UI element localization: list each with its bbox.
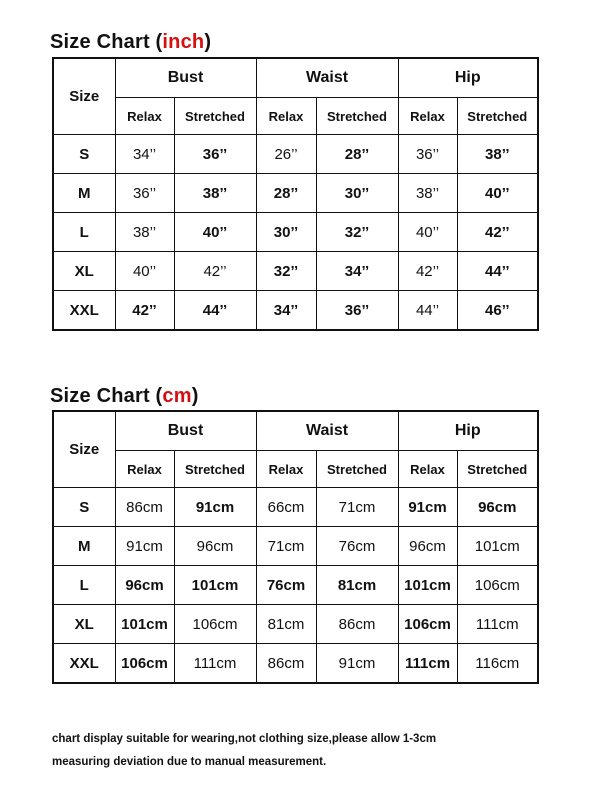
- measurement-cell: 76cm: [256, 566, 316, 605]
- measurement-cell: 38’’: [398, 174, 457, 213]
- measurement-cell: 30’’: [256, 213, 316, 252]
- measurement-cell: 44’’: [174, 291, 256, 331]
- cm-title-suffix: ): [191, 385, 199, 407]
- table-row: [53, 291, 538, 331]
- size-label: L: [53, 213, 115, 252]
- measurement-cell: 36’’: [115, 174, 174, 213]
- inch-sub-header: Stretched: [174, 98, 256, 135]
- measurement-cell: 101cm: [115, 605, 174, 644]
- measurement-cell: 38’’: [457, 135, 538, 174]
- measurement-cell: 26’’: [256, 135, 316, 174]
- inch-size-table: [52, 57, 539, 331]
- measurement-cell: 40’’: [398, 213, 457, 252]
- measurement-cell: 96cm: [457, 488, 538, 527]
- measurement-cell: 106cm: [115, 644, 174, 684]
- measurement-cell: 42’’: [398, 252, 457, 291]
- size-label: XXL: [53, 291, 115, 331]
- table-row: [53, 527, 538, 566]
- size-label: XL: [53, 252, 115, 291]
- cm-group-bust: Bust: [115, 411, 256, 451]
- measurement-cell: 32’’: [256, 252, 316, 291]
- measurement-cell: 96cm: [115, 566, 174, 605]
- cm-sub-header: Relax: [256, 451, 316, 488]
- cm-sub-header: Stretched: [174, 451, 256, 488]
- measurement-cell: 106cm: [457, 566, 538, 605]
- inch-title-prefix: Size Chart (: [50, 31, 163, 53]
- size-label: L: [53, 566, 115, 605]
- measurement-cell: 30’’: [316, 174, 398, 213]
- size-label: S: [53, 135, 115, 174]
- measurement-cell: 32’’: [316, 213, 398, 252]
- size-label: M: [53, 527, 115, 566]
- measurement-cell: 71cm: [316, 488, 398, 527]
- inch-sub-header: Relax: [256, 98, 316, 135]
- measurement-cell: 111cm: [457, 605, 538, 644]
- inch-group-waist: Waist: [256, 58, 398, 98]
- inch-group-hip: Hip: [398, 58, 538, 98]
- measurement-cell: 66cm: [256, 488, 316, 527]
- measurement-cell: 106cm: [174, 605, 256, 644]
- measurement-cell: 28’’: [316, 135, 398, 174]
- measurement-cell: 34’’: [256, 291, 316, 331]
- measurement-cell: 42’’: [457, 213, 538, 252]
- measurement-cell: 40’’: [174, 213, 256, 252]
- measurement-cell: 96cm: [398, 527, 457, 566]
- measurement-cell: 106cm: [398, 605, 457, 644]
- inch-sub-header: Stretched: [457, 98, 538, 135]
- inch-title-suffix: ): [204, 31, 212, 53]
- size-label: M: [53, 174, 115, 213]
- table-row: [53, 174, 538, 213]
- inch-sub-header: Relax: [398, 98, 457, 135]
- table-row: [53, 605, 538, 644]
- cm-sub-header: Stretched: [316, 451, 398, 488]
- measurement-cell: 40’’: [115, 252, 174, 291]
- measurement-cell: 91cm: [316, 644, 398, 684]
- size-label: XL: [53, 605, 115, 644]
- table-row: [53, 566, 538, 605]
- measurement-cell: 81cm: [256, 605, 316, 644]
- measurement-cell: 38’’: [115, 213, 174, 252]
- cm-title-prefix: Size Chart (: [50, 385, 163, 407]
- note-line-2: measuring deviation due to manual measurement.: [52, 756, 327, 768]
- measurement-cell: 96cm: [174, 527, 256, 566]
- measurement-cell: 42’’: [174, 252, 256, 291]
- note-line-1: chart display suitable for wearing,not clothing size,please allow 1-3cm: [52, 733, 437, 745]
- measurement-cell: 101cm: [457, 527, 538, 566]
- measurement-cell: 36’’: [174, 135, 256, 174]
- table-row: [53, 213, 538, 252]
- table-row: [53, 488, 538, 527]
- measurement-cell: 111cm: [398, 644, 457, 684]
- measurement-cell: 40’’: [457, 174, 538, 213]
- measurement-cell: 91cm: [398, 488, 457, 527]
- size-label: S: [53, 488, 115, 527]
- measurement-cell: 86cm: [115, 488, 174, 527]
- measurement-cell: 36’’: [398, 135, 457, 174]
- cm-sub-header: Relax: [115, 451, 174, 488]
- measurement-cell: 91cm: [115, 527, 174, 566]
- inch-sub-header: Relax: [115, 98, 174, 135]
- measurement-cell: 101cm: [398, 566, 457, 605]
- measurement-cell: 86cm: [256, 644, 316, 684]
- inch-size-header: Size: [53, 58, 115, 135]
- table-row: [53, 135, 538, 174]
- table-row: [53, 644, 538, 684]
- measurement-cell: 111cm: [174, 644, 256, 684]
- measurement-cell: 116cm: [457, 644, 538, 684]
- measurement-cell: 46’’: [457, 291, 538, 331]
- measurement-cell: 76cm: [316, 527, 398, 566]
- measurement-cell: 91cm: [174, 488, 256, 527]
- cm-group-hip: Hip: [398, 411, 538, 451]
- inch-group-header-row: [53, 58, 538, 98]
- inch-group-bust: Bust: [115, 58, 256, 98]
- measurement-cell: 36’’: [316, 291, 398, 331]
- table-row: [53, 252, 538, 291]
- measurement-cell: 71cm: [256, 527, 316, 566]
- inch-title-unit: inch: [162, 31, 205, 53]
- cm-group-waist: Waist: [256, 411, 398, 451]
- measurement-cell: 44’’: [398, 291, 457, 331]
- measurement-cell: 86cm: [316, 605, 398, 644]
- measurement-cell: 28’’: [256, 174, 316, 213]
- cm-sub-header: Relax: [398, 451, 457, 488]
- measurement-cell: 44’’: [457, 252, 538, 291]
- size-label: XXL: [53, 644, 115, 684]
- inch-chart-title: [50, 31, 211, 54]
- inch-sub-header-row: [53, 98, 538, 135]
- measurement-cell: 38’’: [174, 174, 256, 213]
- cm-sub-header: Stretched: [457, 451, 538, 488]
- measurement-cell: 34’’: [115, 135, 174, 174]
- cm-size-header: Size: [53, 411, 115, 488]
- cm-title-unit: cm: [162, 385, 192, 407]
- measurement-cell: 81cm: [316, 566, 398, 605]
- inch-sub-header: Stretched: [316, 98, 398, 135]
- cm-group-header-row: [53, 411, 538, 451]
- cm-size-table: [52, 410, 539, 684]
- cm-sub-header-row: [53, 451, 538, 488]
- measurement-cell: 42’’: [115, 291, 174, 331]
- cm-chart-title: [50, 385, 199, 408]
- measurement-cell: 101cm: [174, 566, 256, 605]
- measurement-cell: 34’’: [316, 252, 398, 291]
